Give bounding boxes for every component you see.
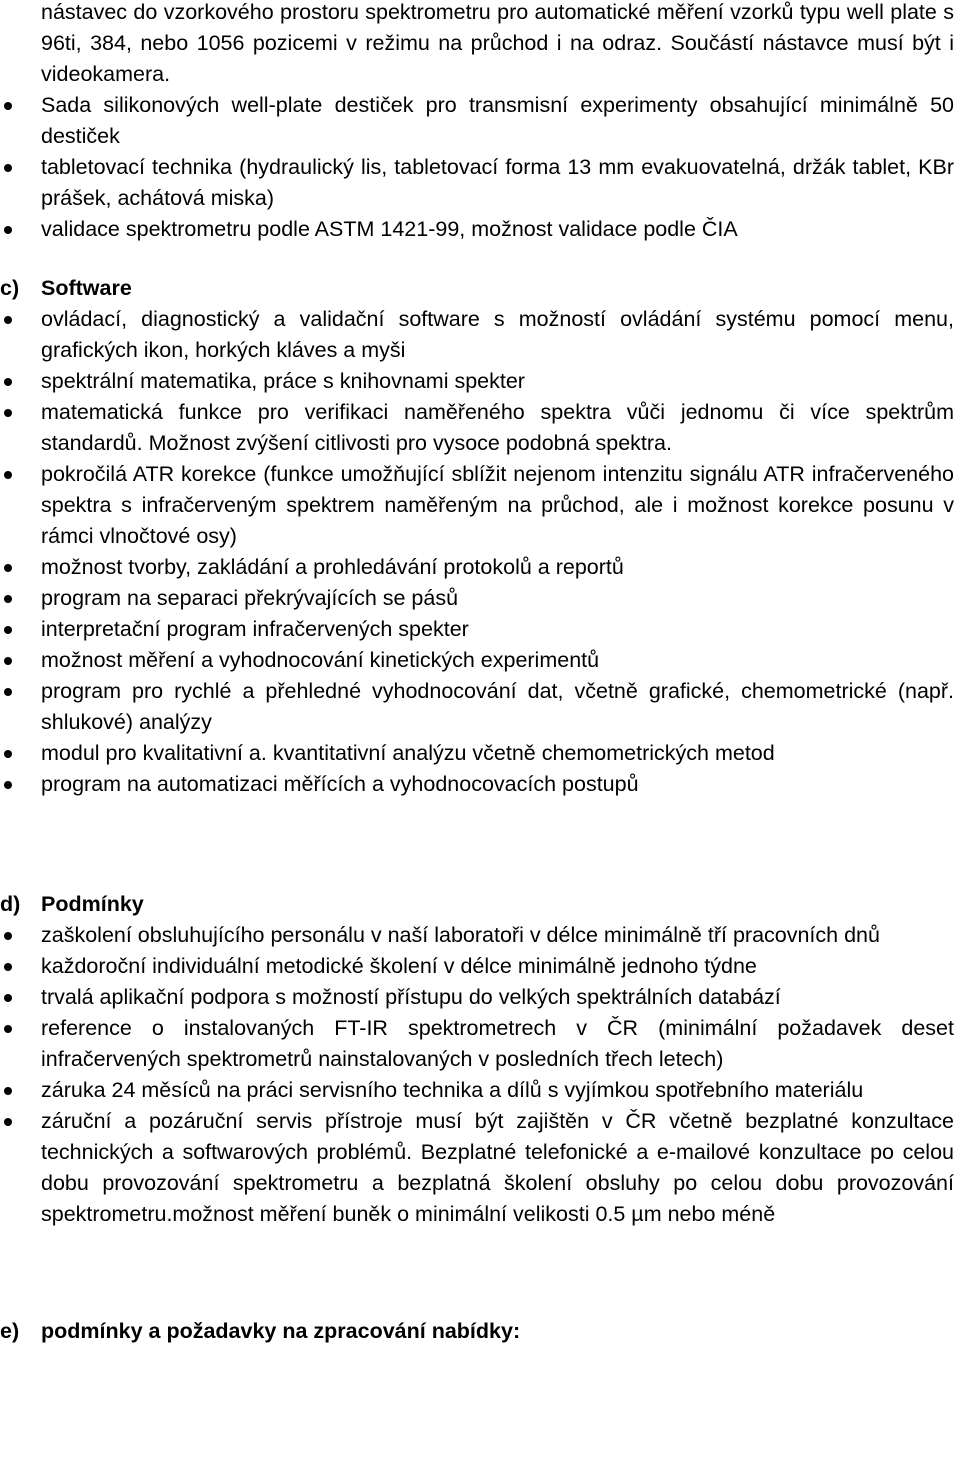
list-item — [0, 982, 960, 1013]
section-b-continued-list — [0, 0, 960, 245]
section-d-letter: d) — [0, 892, 21, 916]
list-item — [0, 0, 960, 90]
bullet-icon — [4, 226, 12, 234]
list-item-text: pokročilá ATR korekce (funkce umožňující sblížit nejenom intenzitu signálu ATR infračerveného spektra s infračerveným spektrem naměřeným na průchod, ale i možnost korekce posunu v rámci vlnočtové osy) — [41, 462, 954, 548]
bullet-icon — [4, 626, 12, 634]
list-item — [0, 614, 960, 645]
list-item — [0, 645, 960, 676]
bullet-icon — [4, 409, 12, 417]
section-c-title: Software — [41, 276, 132, 300]
list-item — [0, 397, 960, 459]
section-d-heading — [0, 889, 960, 920]
list-item-text: spektrální matematika, práce s knihovnami spekter — [41, 369, 525, 393]
bullet-icon — [4, 657, 12, 665]
bullet-icon — [4, 164, 12, 172]
list-item-text: modul pro kvalitativní a. kvantitativní analýzu včetně chemometrických metod — [41, 741, 775, 765]
list-item — [0, 583, 960, 614]
list-item-text: možnost měření a vyhodnocování kinetických experimentů — [41, 648, 600, 672]
section-e-letter: e) — [0, 1319, 20, 1343]
bullet-icon — [4, 102, 12, 110]
section-d-list — [0, 920, 960, 1230]
list-item — [0, 152, 960, 214]
bullet-icon — [4, 471, 12, 479]
list-item — [0, 676, 960, 738]
bullet-icon — [4, 963, 12, 971]
list-item — [0, 1075, 960, 1106]
bullet-icon — [4, 932, 12, 940]
bullet-icon — [4, 564, 12, 572]
list-item — [0, 951, 960, 982]
list-item-text: každoroční individuální metodické školení v délce minimálně jednoho týdne — [41, 954, 757, 978]
list-item-text: program pro rychlé a přehledné vyhodnocování dat, včetně grafické, chemometrické (např. shlukové) analýzy — [41, 679, 954, 734]
list-item-text: nástavec do vzorkového prostoru spektrometru pro automatické měření vzorků typu well plate s 96ti, 384, nebo 1056 pozicemi v režimu na průchod i na odraz. Součástí nástavce musí být i videokamera. — [41, 0, 954, 86]
list-item — [0, 552, 960, 583]
list-item-text: ovládací, diagnostický a validační software s možností ovládání systému pomocí menu, grafických ikon, horkých kláves a myši — [41, 307, 954, 362]
list-item — [0, 738, 960, 769]
bullet-icon — [4, 688, 12, 696]
bullet-icon — [4, 595, 12, 603]
list-item-text: Sada silikonových well-plate destiček pro transmisní experimenty obsahující minimálně 50 destiček — [41, 93, 954, 148]
bullet-icon — [4, 316, 12, 324]
list-item-text: program na automatizaci měřících a vyhodnocovacích postupů — [41, 772, 639, 796]
bullet-icon — [4, 1118, 12, 1126]
list-item — [0, 366, 960, 397]
section-e-title: podmínky a požadavky na zpracování nabídky: — [41, 1319, 521, 1343]
bullet-icon — [4, 1025, 12, 1033]
list-item-text: záruční a pozáruční servis přístroje musí být zajištěn v ČR včetně bezplatné konzultace technických a softwarových problémů. Bezplatné telefonické a e-mailové konzultace po celou dobu provozování spektrometru a bezplatná školení obsluhy po celou dobu provozování spektrometru.možnost měření buněk o minimální velikosti 0.5 µm nebo méně — [41, 1109, 954, 1226]
list-item-text: matematická funkce pro verifikaci naměřeného spektra vůči jednomu či více spektrům standardů. Možnost zvýšení citlivosti pro vysoce podobná spektra. — [41, 400, 954, 455]
list-item-text: reference o instalovaných FT-IR spektrometrech v ČR (minimální požadavek deset infračervených spektrometrů nainstalovaných v posledních třech letech) — [41, 1016, 954, 1071]
list-item — [0, 459, 960, 552]
section-c-letter: c) — [0, 276, 20, 300]
list-item — [0, 920, 960, 951]
list-item — [0, 304, 960, 366]
bullet-icon — [4, 750, 12, 758]
section-c-list — [0, 304, 960, 800]
list-item-text: záruka 24 měsíců na práci servisního technika a dílů s vyjímkou spotřebního materiálu — [41, 1078, 864, 1102]
list-item — [0, 1106, 960, 1230]
list-item-text: tabletovací technika (hydraulický lis, tabletovací forma 13 mm evakuovatelná, držák tablet, KBr prášek, achátová miska) — [41, 155, 954, 210]
section-d-title: Podmínky — [41, 892, 144, 916]
list-item-text: trvalá aplikační podpora s možností přístupu do velkých spektrálních databází — [41, 985, 781, 1009]
list-item — [0, 1013, 960, 1075]
list-item-text: zaškolení obsluhujícího personálu v naší laboratoři v délce minimálně tří pracovních dnů — [41, 923, 880, 947]
list-item — [0, 90, 960, 152]
list-item-text: program na separaci překrývajících se pásů — [41, 586, 459, 610]
list-item-text: validace spektrometru podle ASTM 1421-99, možnost validace podle ČIA — [41, 217, 738, 241]
bullet-icon — [4, 781, 12, 789]
list-item-text: interpretační program infračervených spekter — [41, 617, 469, 641]
list-item-text: možnost tvorby, zakládání a prohledávání protokolů a reportů — [41, 555, 624, 579]
section-c-heading — [0, 273, 960, 304]
bullet-icon — [4, 378, 12, 386]
bullet-icon — [4, 994, 12, 1002]
list-item — [0, 769, 960, 800]
section-e-heading — [0, 1316, 960, 1347]
list-item — [0, 214, 960, 245]
bullet-icon — [4, 1087, 12, 1095]
